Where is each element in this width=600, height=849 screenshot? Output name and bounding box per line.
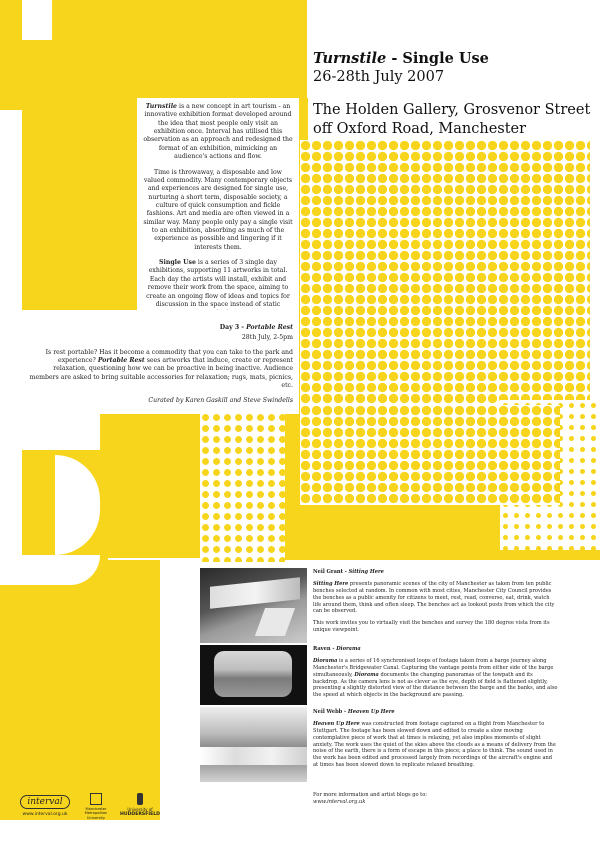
artist-description: Sitting Here presents panoramic scenes of the city of Manchester as taken from ten public benches selected at random. In common with most cities, Manchester City Council provides the benches as a public amenity for citizens to meet, rest, read, converse, eat, drink, watch life around them, think and often sleep. The benches act as lookout posts from which the city can be observed. — [313, 580, 555, 615]
halftone-pattern-bottom — [300, 405, 560, 505]
huddersfield-logo-icon — [137, 793, 143, 805]
venue-line-1: The Holden Gallery, Grosvenor Street — [313, 102, 591, 118]
artist-neil-webb — [313, 709, 558, 774]
day-description: Is rest portable? Has it become a commodity that you can take to the park and experience? Portable Rest sees artworks that induce, create or represent relaxation, questioning how we can be proactive in being inactive. Audience members are asked to bring suitable accessories for relaxation; rugs, mats, picnics, etc. — [29, 348, 293, 390]
mmu-logo-text: Manchester Metropolitan University — [84, 807, 108, 820]
artist-description: Diorama is a series of 16 synchronised loops of footage taken from a barge journey along Manchester's Bridgewater Canal. Capturing the vantage points from either side of the barge simultaneously, Diorama documents the changing panoramas of the towpath and its backdrop. As the camera lens is not as clever as the eye, depth of field is flattened slightly, presenting a slightly distorted view of the distance between the barge and the banks, and also the speed at which objects in the background are passing. — [313, 657, 558, 699]
huddersfield-logo-line1: University of — [127, 807, 153, 812]
interval-logo-url: www.interval.org.uk — [22, 812, 68, 817]
day-panel — [20, 310, 299, 414]
footer-info — [313, 792, 558, 806]
venue-line-2: off Oxford Road, Manchester — [313, 120, 527, 137]
intro-paragraph-1: Turnstile is a new concept in art tourism - an innovative exhibition format developed around the idea that most people only visit an exhibition once. Interval has utilised this observation as an approach and redesigned the format of an exhibition, mimicking an audience's actions and flow. — [143, 103, 293, 161]
artist-description: Heaven Up Here was constructed from footage captured on a flight from Manchester to Stuttgart. The footage has been slowed down and edited to create a slow moving contemplative piece of work that at times is relaxing, yet also implies moments of slight anxiety. The work uses the quiet of the skies above the clouds as a means of delivery from the noise of the earth, there is a form of escape in this piece; a place to think. The sound used in the work has been edited and processed largely from recordings of the aircraft's engine and at times has been slowed down to replicate relaxed breathing. — [313, 720, 556, 769]
artist-neil-grant — [313, 569, 558, 639]
numeral-cutout-lower — [0, 555, 100, 585]
halftone-pattern-left — [200, 412, 285, 562]
artist-description-2: This work invites you to virtually visit the benches and survey the 180 degree vista from its unique viewpoint. — [313, 620, 550, 634]
intro-paragraph-3: Single Use is a series of 3 single day exhibitions, supporting 11 artworks in total. Each day the artists will install, exhibit and remove their work from the space, aiming to create an ongoing flow of ideas and topics for discussion in the space instead of static — [146, 259, 290, 308]
huddersfield-logo-line2: HUDDERSFIELD — [120, 812, 160, 817]
title-single-use: - Single Use — [386, 50, 489, 67]
yellow-bar-top-left — [0, 0, 22, 110]
huddersfield-logo — [120, 793, 160, 817]
photo-diorama — [200, 645, 307, 705]
artist-name: Raven - Diorama — [313, 646, 361, 652]
artist-name: Neil Webb - Heaven Up Here — [313, 709, 395, 715]
venue — [313, 101, 593, 139]
event-dates: 26-28th July 2007 — [313, 69, 445, 85]
artist-name: Neil Grant - Sitting Here — [313, 569, 384, 575]
photo-sitting-here — [200, 568, 307, 643]
interval-logo — [20, 795, 70, 817]
yellow-block-left — [108, 20, 307, 98]
header — [313, 50, 593, 139]
page-title — [313, 50, 593, 67]
mmu-logo — [76, 793, 116, 820]
intro-paragraph-2: Time is throwaway, a disposable and low valued commodity. Many contemporary objects and experiences are designed for single use, nurturing a short term, disposable society, a culture of quick consumption and fickle fashions. Art and media are often viewed in a similar way. Many people only pay a single visit to an exhibition, absorbing as much of the experience as possible and lingering if it interests them. — [143, 168, 293, 251]
yellow-strip-bottom-left — [0, 560, 160, 820]
info-text: For more information and artist blogs go to: — [313, 792, 427, 798]
info-url[interactable]: www.interval.org.uk — [313, 798, 366, 805]
photo-heaven-up-here — [200, 707, 307, 782]
day-heading: Day 3 - Portable Rest — [219, 324, 293, 331]
mmu-logo-icon — [90, 793, 102, 805]
title-turnstile: Turnstile — [313, 50, 387, 67]
intro-panel — [137, 98, 299, 315]
interval-logo-mark: interval — [20, 795, 70, 809]
halftone-pattern-main — [300, 140, 590, 405]
curators: Curated by Karen Gaskill and Steve Swindells — [148, 396, 293, 404]
day-time: 28th July, 2-5pm — [241, 334, 293, 342]
artist-raven — [313, 646, 558, 704]
